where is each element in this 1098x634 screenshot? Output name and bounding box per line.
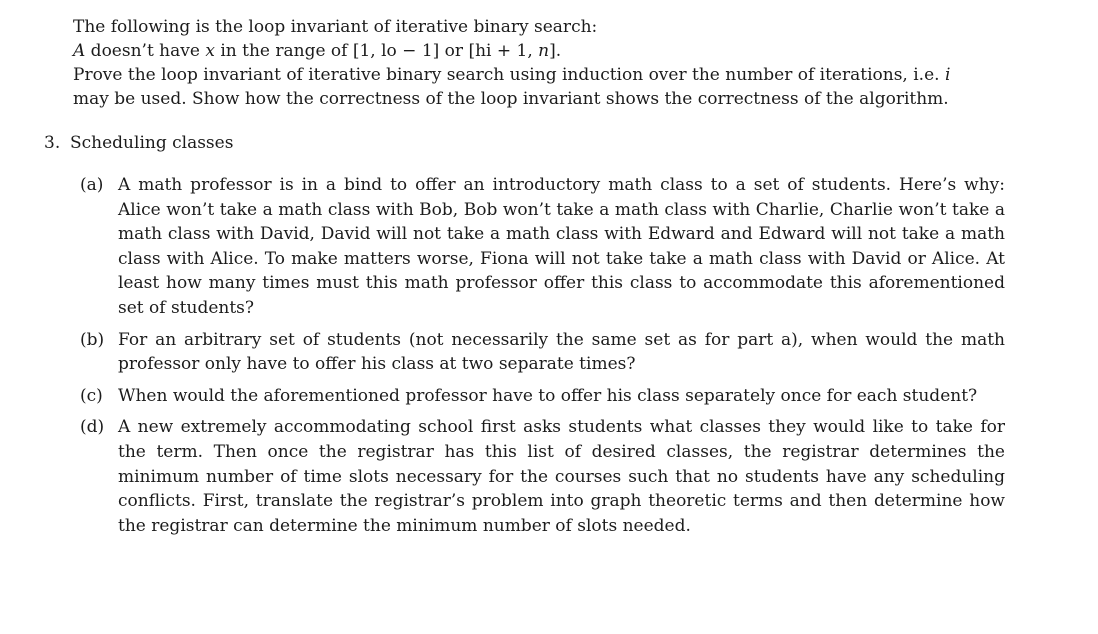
question-item-b bbox=[80, 328, 1005, 377]
question-item-a bbox=[80, 173, 1005, 321]
prove-text: Prove the loop invariant of iterative binary search using induction over the number of iterations, i.e. bbox=[73, 65, 945, 85]
question-list bbox=[80, 173, 1005, 545]
question-text: When would the aforementioned professor have to offer his class separately once for each student? bbox=[118, 385, 978, 406]
question-item-d bbox=[80, 415, 1005, 538]
question-label: (c) bbox=[80, 385, 103, 406]
question-item-c bbox=[80, 384, 1005, 409]
array-variable: A bbox=[73, 41, 86, 61]
section-heading bbox=[44, 131, 1004, 155]
intro-line bbox=[73, 15, 1008, 39]
prove-instruction bbox=[73, 63, 1008, 111]
length-variable: n bbox=[538, 41, 550, 61]
section-title: Scheduling classes bbox=[70, 133, 234, 153]
question-text: For an arbitrary set of students (not necessarily the same set as for part a), when would the math professor only have to offer his class at two separate times? bbox=[118, 329, 1005, 375]
question-label: (d) bbox=[80, 417, 105, 438]
intro-line-text: The following is the loop invariant of iterative binary search: bbox=[73, 17, 598, 37]
invariant-text-3: ]. bbox=[549, 41, 562, 61]
question-label: (b) bbox=[80, 329, 105, 350]
prove-text-end: may be used. Show how the correctness of the loop invariant shows the correctness of the algorithm. bbox=[73, 89, 949, 109]
intro-block bbox=[73, 15, 1008, 111]
invariant-statement bbox=[73, 39, 1008, 63]
search-key-variable: x bbox=[205, 41, 215, 61]
invariant-text-2: in the range of [1, lo − 1] or [hi + 1, bbox=[214, 41, 539, 61]
question-label: (a) bbox=[80, 175, 104, 195]
question-text: A math professor is in a bind to offer an introductory math class to a set of students. Here’s why: Alice won’t take a math class with Bob, Bob won’t take a math class with Charlie, Charlie won’t take a math class with David, David will not take a math class with Edward and Edward will not take a math class with Alice. To make matters worse, Fiona will not take take a math class with David or Alice. At least how many times must this math professor offer this class to accommodate this aforementioned set of students? bbox=[118, 175, 1005, 318]
question-text: A new extremely accommodating school first asks students what classes they would like to take for the term. Then once the registrar has this list of desired classes, the registrar determines the minimum number of time slots necessary for the courses such that no students have any scheduling conflicts. First, translate the registrar’s problem into graph theoretic terms and then determine how the registrar can determine the minimum number of slots needed. bbox=[118, 417, 1005, 536]
invariant-text-1: doesn’t have bbox=[85, 41, 206, 61]
iteration-variable: i bbox=[944, 65, 951, 85]
section-number: 3. bbox=[44, 133, 61, 153]
